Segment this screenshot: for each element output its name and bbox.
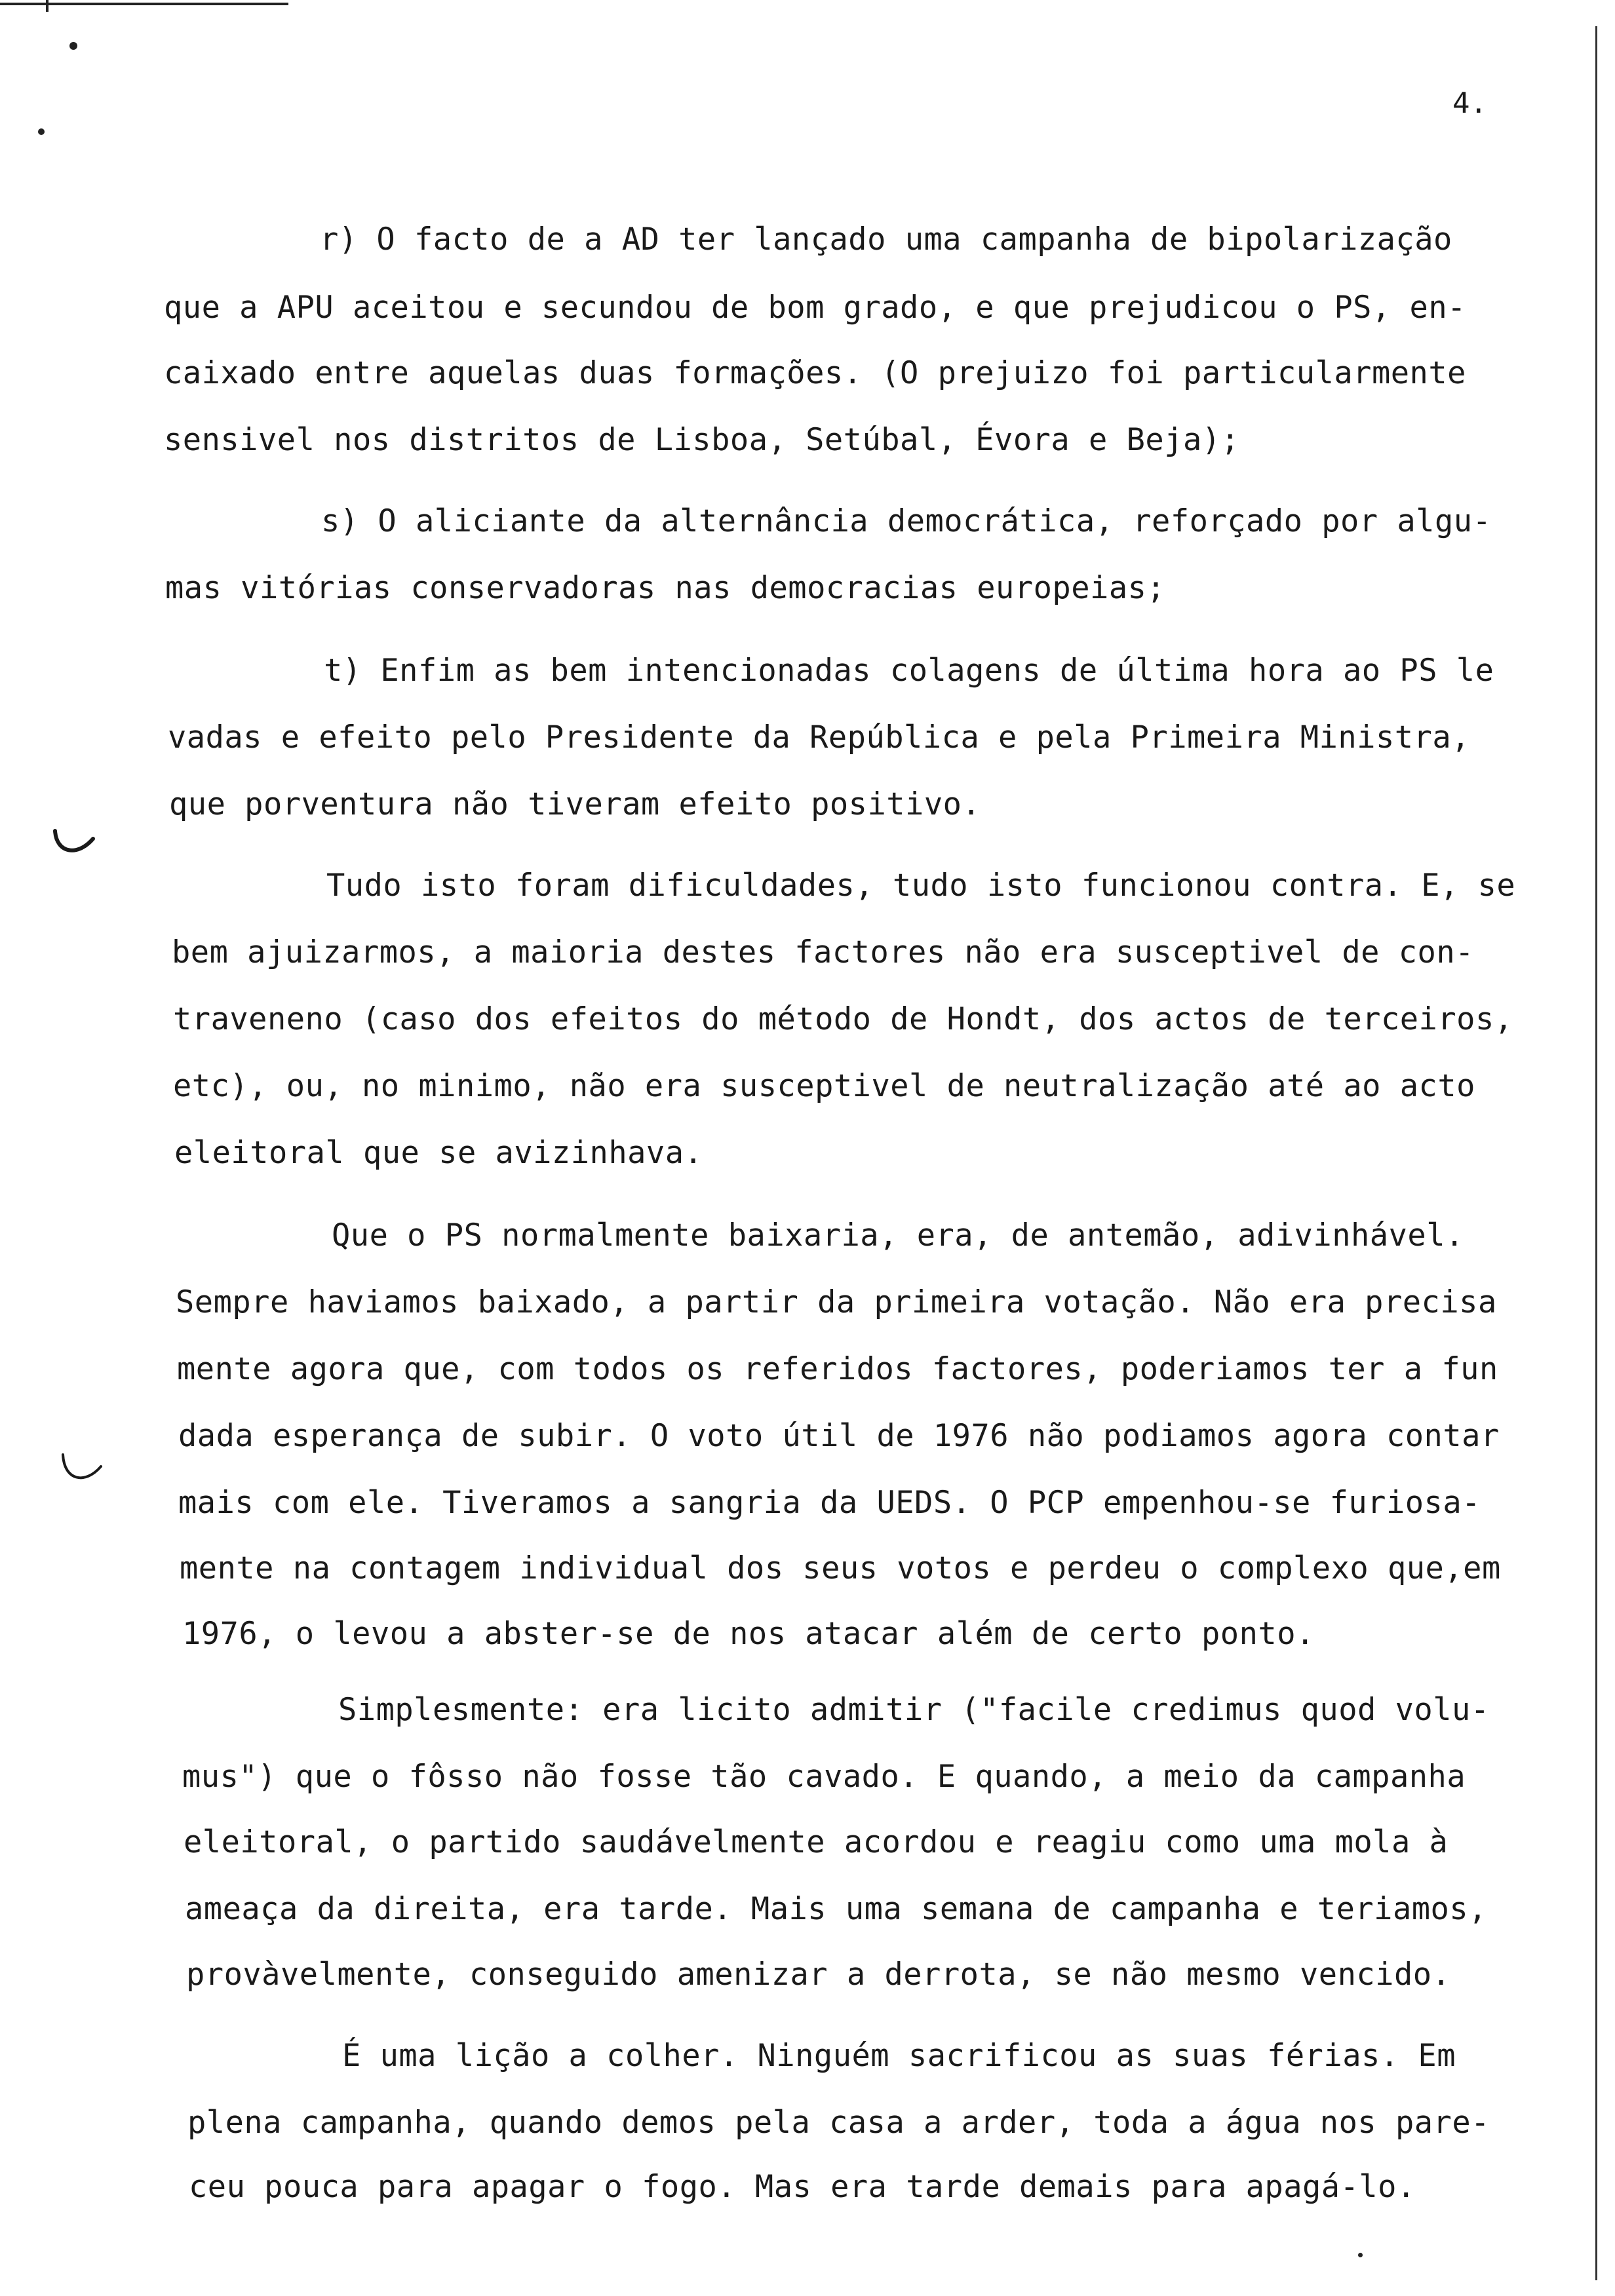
text-line: eleitoral, o partido saudávelmente acordou e reagiu como uma mola à [184, 1824, 1449, 1860]
text-line: bem ajuizarmos, a maioria destes factores não era susceptivel de con- [172, 934, 1474, 970]
handwritten-check-mark-icon [51, 828, 97, 861]
text-line: vadas e efeito pelo Presidente da República e pela Primeira Ministra, [168, 719, 1470, 756]
top-edge-tick [46, 0, 49, 12]
right-margin-rule [1595, 26, 1597, 2280]
text-line: caixado entre aquelas duas formações. (O prejuizo foi particularmente [164, 355, 1466, 391]
page-number: 4. [1452, 86, 1487, 120]
punch-mark-dot [69, 42, 77, 50]
text-line: que a APU aceitou e secundou de bom grado, e que prejudicou o PS, en- [164, 290, 1466, 326]
text-line: r) O facto de a AD ter lançado uma campanha de bipolarização [320, 221, 1452, 258]
text-line: plena campanha, quando demos pela casa a arder, toda a água nos pare- [187, 2105, 1490, 2141]
text-line: mas vitórias conservadoras nas democracias europeias; [165, 570, 1166, 606]
text-line: t) Enfim as bem intencionadas colagens de última hora ao PS le [324, 653, 1494, 689]
text-line: Simplesmente: era licito admitir ("facile credimus quod volu- [338, 1692, 1490, 1728]
text-line: ameaça da direita, era tarde. Mais uma semana de campanha e teriamos, [185, 1891, 1487, 1927]
text-line: dada esperança de subir. O voto útil de 1976 não podiamos agora contar [178, 1418, 1500, 1454]
text-line: mus") que o fôsso não fosse tão cavado. E quando, a meio da campanha [182, 1759, 1466, 1795]
text-line: mais com ele. Tiveramos a sangria da UEDS. O PCP empenhou-se furiosa- [178, 1485, 1481, 1521]
text-line: traveneno (caso dos efeitos do método de Hondt, dos actos de terceiros, [173, 1001, 1513, 1037]
text-line: Sempre haviamos baixado, a partir da primeira votação. Não era precisa [176, 1284, 1497, 1320]
speck-dot [1358, 2253, 1363, 2257]
text-line: sensivel nos distritos de Lisboa, Setúbal, Évora e Beja); [164, 422, 1240, 458]
text-line: mente na contagem individual dos seus votos e perdeu o complexo que,em [180, 1550, 1501, 1586]
text-line: que porventura não tiveram efeito positivo. [169, 786, 981, 822]
punch-mark-dot [38, 128, 45, 135]
text-line: ceu pouca para apagar o fogo. Mas era tarde demais para apagá-lo. [189, 2169, 1416, 2205]
text-line: s) O aliciante da alternância democrática, reforçado por algu- [321, 503, 1492, 539]
text-line: mente agora que, com todos os referidos factores, poderiamos ter a fun [177, 1351, 1498, 1387]
handwritten-check-mark-icon [59, 1452, 105, 1489]
top-edge-rule [0, 3, 288, 5]
text-line: etc), ou, no minimo, não era susceptivel de neutralização até ao acto [173, 1068, 1475, 1104]
text-line: eleitoral que se avizinhava. [174, 1135, 703, 1171]
text-line: Que o PS normalmente baixaria, era, de antemão, adivinhável. [332, 1217, 1464, 1253]
text-line: Tudo isto foram dificuldades, tudo isto funcionou contra. E, se [326, 868, 1516, 904]
text-line: 1976, o levou a abster-se de nos atacar além de certo ponto. [182, 1616, 1315, 1652]
text-line: provàvelmente, conseguido amenizar a derrota, se não mesmo vencido. [186, 1957, 1451, 1993]
text-line: É uma lição a colher. Ninguém sacrificou as suas férias. Em [342, 2038, 1456, 2074]
